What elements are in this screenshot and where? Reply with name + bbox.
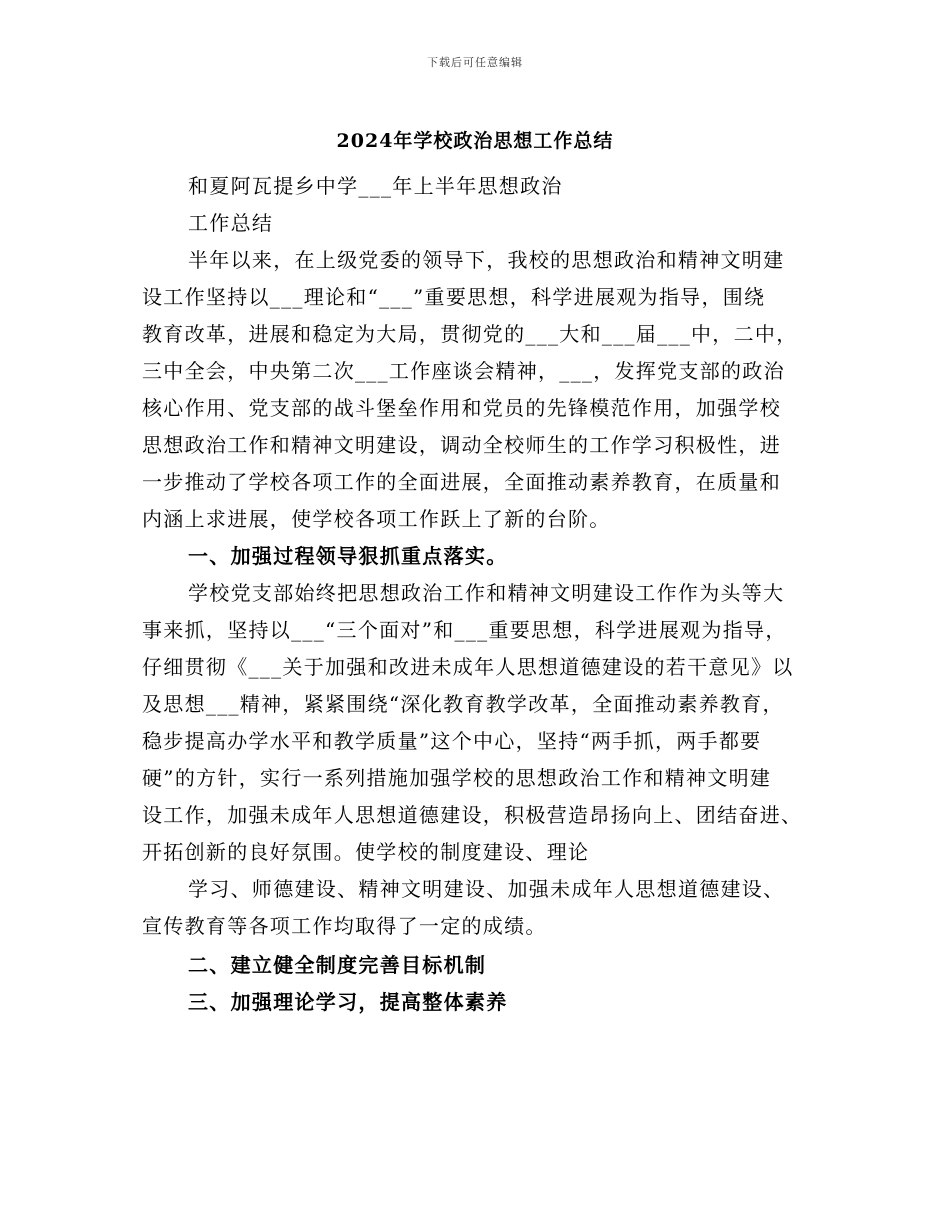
body-line: 及思想___精神，紧紧围绕“深化教育教学改革，全面推动素养教育， bbox=[142, 692, 784, 716]
body-line: 工作总结 bbox=[188, 211, 274, 235]
section-heading-1: 一、加强过程领导狠抓重点落实。 bbox=[188, 544, 508, 568]
body-line: 设工作，加强未成年人思想道德建设，积极营造昂扬向上、团结奋进、 bbox=[142, 803, 803, 827]
body-line: 仔细贯彻《___关于加强和改进未成年人思想道德建设的若干意见》以 bbox=[142, 655, 794, 679]
body-line: 宣传教育等各项工作均取得了一定的成绩。 bbox=[142, 914, 547, 938]
section-heading-2: 二、建立健全制度完善目标机制 bbox=[188, 953, 487, 977]
section-heading-3: 三、加强理论学习，提高整体素养 bbox=[188, 990, 508, 1014]
body-line: 教育改革，进展和稳定为大局，贯彻党的___大和___届___中，二中， bbox=[142, 322, 798, 346]
body-line: 和夏阿瓦提乡中学___年上半年思想政治 bbox=[188, 174, 563, 198]
header-note: 下载后可任意编辑 bbox=[427, 56, 523, 69]
body-line: 稳步提高办学水平和教学质量”这个中心，坚持“两手抓，两手都要 bbox=[142, 729, 762, 753]
body-line: 核心作用、党支部的战斗堡垒作用和党员的先锋模范作用，加强学校 bbox=[142, 396, 781, 420]
document-title: 2024年学校政治思想工作总结 bbox=[336, 130, 614, 152]
body-line: 学习、师德建设、精神文明建设、加强未成年人思想道德建设、 bbox=[188, 877, 785, 901]
body-line: 学校党支部始终把思想政治工作和精神文明建设工作作为头等大 bbox=[188, 581, 785, 605]
body-line: 一步推动了学校各项工作的全面进展，全面推动素养教育，在质量和 bbox=[142, 470, 781, 494]
body-line: 三中全会，中央第二次___工作座谈会精神，___，发挥党支部的政治 bbox=[142, 359, 785, 383]
body-line: 半年以来，在上级党委的领导下，我校的思想政治和精神文明建 bbox=[188, 248, 785, 272]
body-line: 开拓创新的良好氛围。使学校的制度建设、理论 bbox=[142, 840, 590, 864]
body-line: 硬”的方针，实行一系列措施加强学校的思想政治工作和精神文明建 bbox=[142, 766, 772, 790]
body-line: 设工作坚持以___理论和“___”重要思想，科学进展观为指导，围绕 bbox=[142, 285, 766, 309]
body-line: 内涵上求进展，使学校各项工作跃上了新的台阶。 bbox=[142, 507, 611, 531]
body-line: 思想政治工作和精神文明建设，调动全校师生的工作学习积极性，进 bbox=[142, 433, 781, 457]
body-line: 事来抓，坚持以___“三个面对”和___重要思想，科学进展观为指导， bbox=[142, 618, 787, 642]
